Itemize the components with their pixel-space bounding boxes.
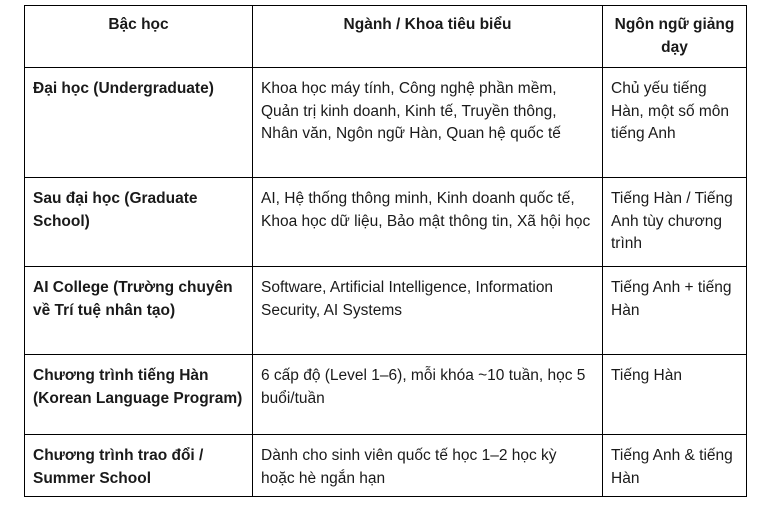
- header-language: Ngôn ngữ giảng dạy: [603, 6, 747, 68]
- cell-level: Đại học (Undergraduate): [25, 68, 253, 178]
- table-row: [25, 267, 747, 355]
- table-row: [25, 435, 747, 497]
- header-level: Bậc học: [25, 6, 253, 68]
- cell-level: Chương trình trao đổi / Summer School: [25, 435, 253, 497]
- cell-language: Tiếng Hàn: [603, 355, 747, 435]
- cell-majors: Dành cho sinh viên quốc tế học 1–2 học kỳ hoặc hè ngắn hạn: [253, 435, 603, 497]
- header-majors: Ngành / Khoa tiêu biểu: [253, 6, 603, 68]
- cell-language: Tiếng Hàn / Tiếng Anh tùy chương trình: [603, 178, 747, 267]
- table-row: [25, 355, 747, 435]
- programs-table: [24, 5, 747, 497]
- cell-majors: 6 cấp độ (Level 1–6), mỗi khóa ~10 tuần, học 5 buổi/tuần: [253, 355, 603, 435]
- table-row: [25, 68, 747, 178]
- cell-level: Chương trình tiếng Hàn (Korean Language Program): [25, 355, 253, 435]
- cell-majors: Khoa học máy tính, Công nghệ phần mềm, Quản trị kinh doanh, Kinh tế, Truyền thông, Nhân văn, Ngôn ngữ Hàn, Quan hệ quốc tế: [253, 68, 603, 178]
- cell-majors: Software, Artificial Intelligence, Information Security, AI Systems: [253, 267, 603, 355]
- cell-level: Sau đại học (Graduate School): [25, 178, 253, 267]
- table-header-row: [25, 6, 747, 68]
- cell-level: AI College (Trường chuyên về Trí tuệ nhân tạo): [25, 267, 253, 355]
- cell-language: Chủ yếu tiếng Hàn, một số môn tiếng Anh: [603, 68, 747, 178]
- cell-majors: AI, Hệ thống thông minh, Kinh doanh quốc tế, Khoa học dữ liệu, Bảo mật thông tin, Xã hội học: [253, 178, 603, 267]
- cell-language: Tiếng Anh + tiếng Hàn: [603, 267, 747, 355]
- cell-language: Tiếng Anh & tiếng Hàn: [603, 435, 747, 497]
- table-row: [25, 178, 747, 267]
